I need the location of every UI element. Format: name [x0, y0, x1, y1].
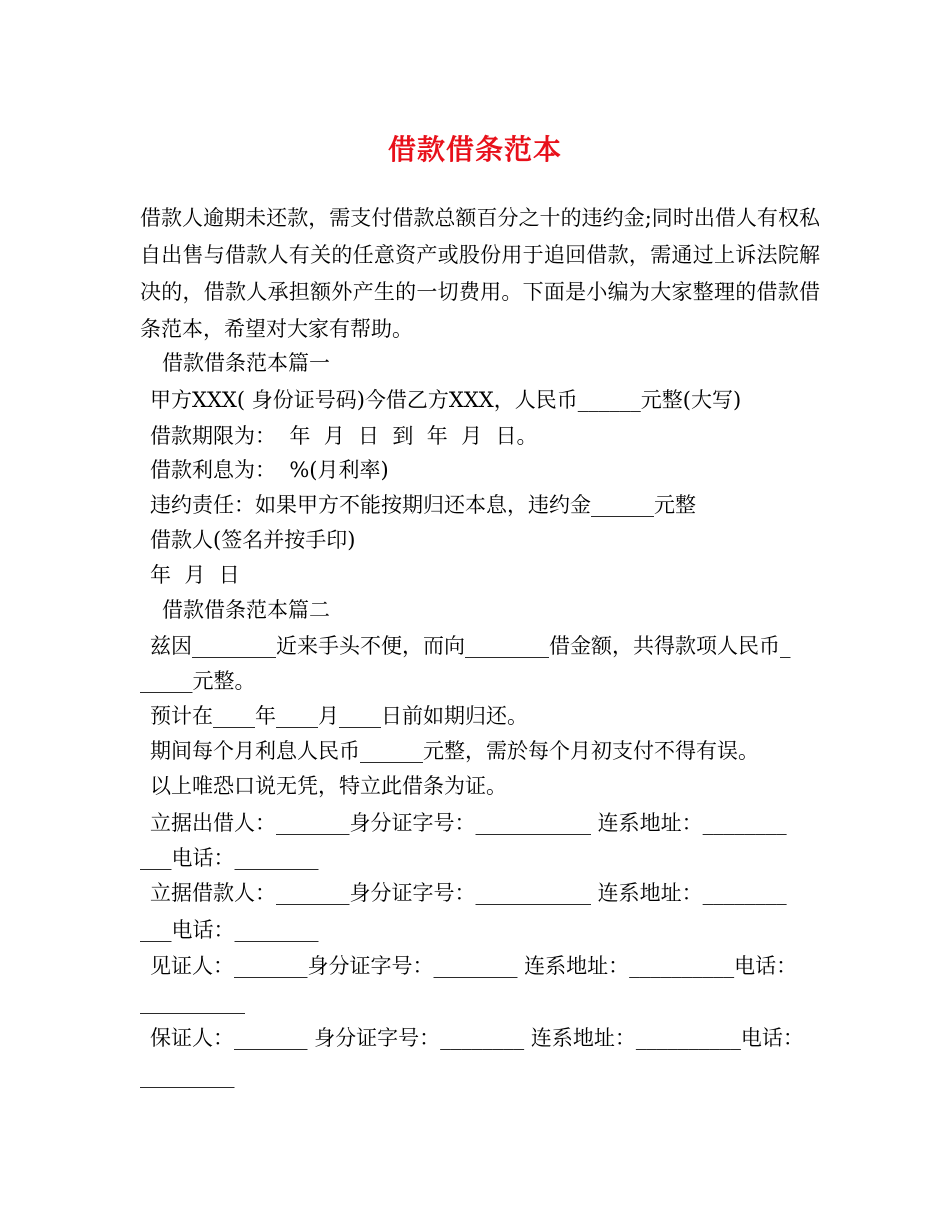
text-line: 见证人：_______身分证字号：________ 连系地址：__________电话：: [150, 954, 798, 978]
text-line: __________: [140, 990, 245, 1014]
text-line: ___电话：________: [140, 918, 319, 942]
text-line: 违约责任：如果甲方不能按期归还本息，违约金______元整: [150, 493, 696, 517]
section-heading-2: 借款借条范本篇二: [162, 598, 330, 622]
text-line: 借款人(签名并按手印): [150, 528, 356, 552]
text-line: 预计在____年____月____日前如期归还。: [150, 704, 528, 728]
text-line: _________: [140, 1064, 235, 1088]
text-line: 立据出借人：_______身分证字号：___________ 连系地址：________: [150, 811, 787, 835]
text-line: 年 月 日: [150, 563, 240, 587]
text-line: _____元整。: [140, 669, 256, 693]
text-line: 借款利息为： %(月利率): [150, 458, 389, 482]
text-line: 甲方XXX( 身份证号码)今借乙方XXX，人民币______元整(大写): [150, 388, 742, 412]
text-line: ___电话：________: [140, 846, 319, 870]
text-line: 立据借款人：_______身分证字号：___________ 连系地址：________: [150, 881, 787, 905]
text-line: 期间每个月利息人民币______元整，需於每个月初支付不得有误。: [150, 739, 759, 763]
text-line: 兹因________近来手头不便，而向________借金额，共得款项人民币_: [150, 634, 791, 658]
text-line: 借款期限为： 年 月 日 到 年 月 日。: [150, 424, 538, 448]
intro-paragraph: 借款人逾期未还款，需支付借款总额百分之十的违约金;同时出借人有权私自出售与借款人有关的任意资产或股份用于追回借款，需通过上诉法院解决的，借款人承担额外产生的一切费用。下面是小编为大家整理的借款借条范本，希望对大家有帮助。: [140, 206, 820, 341]
section-heading-1: 借款借条范本篇一: [162, 351, 330, 375]
document-title: 借款借条范本: [387, 133, 562, 166]
text-line: 保证人：_______ 身分证字号：________ 连系地址：__________电话：: [150, 1026, 804, 1050]
text-line: 以上唯恐口说无凭，特立此借条为证。: [150, 774, 507, 798]
